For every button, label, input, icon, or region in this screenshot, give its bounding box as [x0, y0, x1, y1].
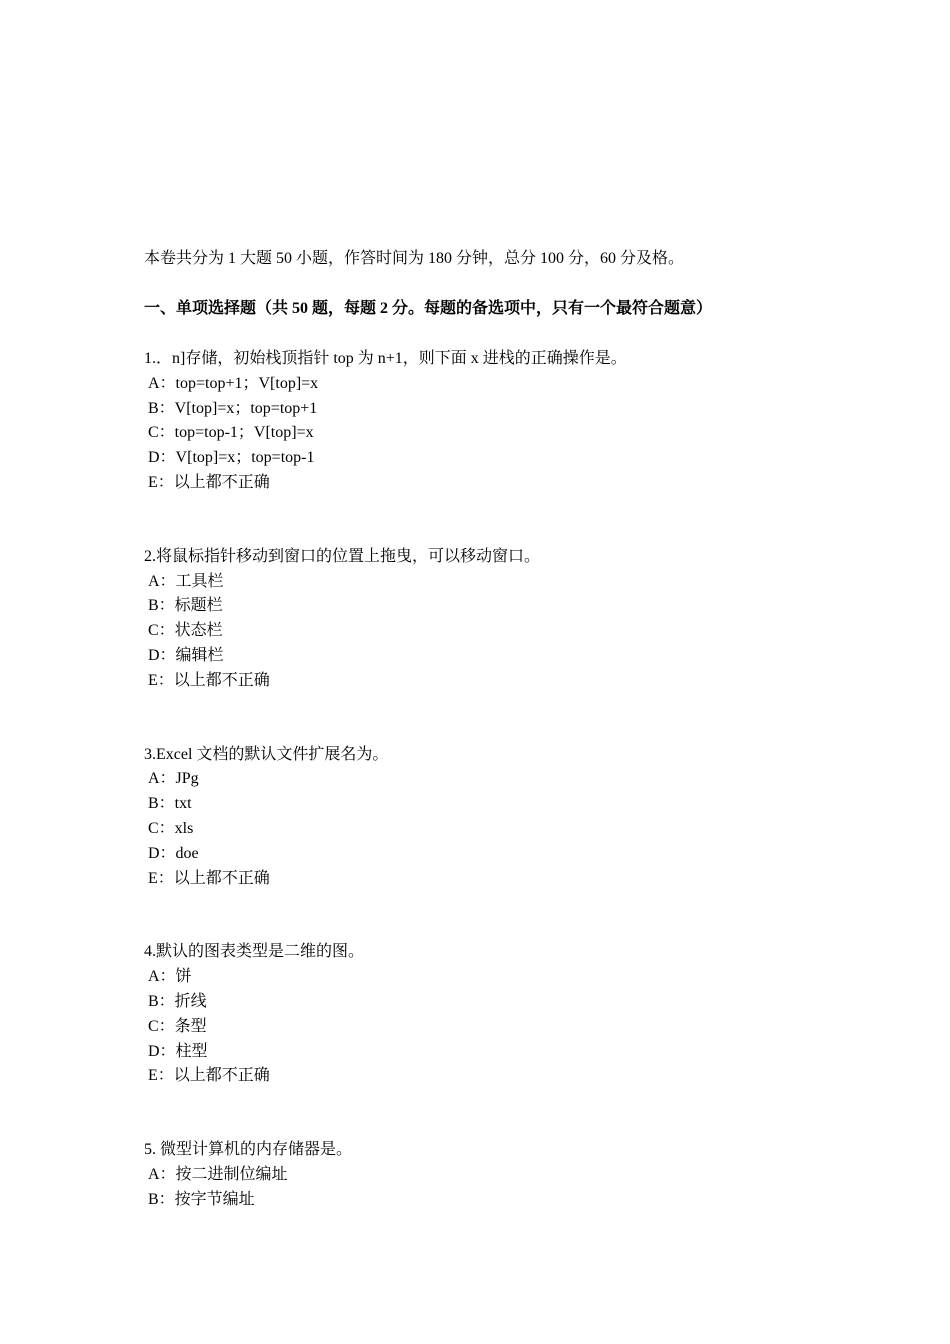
document-body	[144, 247, 824, 1213]
option-e: E：以上都不正确	[148, 473, 270, 491]
question-5	[144, 1138, 824, 1212]
question-2	[144, 545, 824, 694]
option-c: C：xls	[148, 819, 194, 837]
option-list	[144, 965, 824, 1089]
question-3	[144, 743, 824, 892]
option-d: D：V[top]=x；top=top-1	[148, 449, 315, 467]
option-a: A：按二进制位编址	[148, 1165, 288, 1183]
option-a: A：工具栏	[148, 572, 224, 590]
option-b: B：折线	[148, 992, 207, 1010]
question-stem: 1.．n]存储，初始栈顶指针 top 为 n+1，则下面 x 进栈的正确操作是。	[144, 350, 627, 367]
option-a: A：饼	[148, 968, 192, 986]
option-list	[144, 372, 824, 496]
option-c: C：top=top-1；V[top]=x	[148, 424, 314, 442]
option-e: E：以上都不正确	[148, 1067, 270, 1085]
option-d: D：柱型	[148, 1042, 208, 1060]
option-c: C：状态栏	[148, 622, 223, 640]
option-b: B：txt	[148, 795, 192, 813]
option-b: B：按字节编址	[148, 1190, 255, 1208]
option-list	[144, 767, 824, 891]
option-a: A：top=top+1；V[top]=x	[148, 374, 319, 392]
option-c: C：条型	[148, 1017, 207, 1035]
option-e: E：以上都不正确	[148, 671, 270, 689]
option-e: E：以上都不正确	[148, 869, 270, 887]
exam-intro: 本卷共分为 1 大题 50 小题，作答时间为 180 分钟，总分 100 分，60 分及格。	[144, 250, 685, 267]
question-1	[144, 347, 824, 496]
option-d: D：doe	[148, 844, 199, 862]
question-stem: 5. 微型计算机的内存储器是。	[144, 1141, 353, 1159]
question-stem: 4.默认的图表类型是二维的图。	[144, 943, 365, 961]
section-title: 一、单项选择题（共 50 题，每题 2 分。每题的备选项中，只有一个最符合题意）	[144, 300, 713, 317]
option-b: B：V[top]=x；top=top+1	[148, 399, 318, 417]
question-stem: 3.Excel 文档的默认文件扩展名为。	[144, 745, 389, 763]
option-b: B：标题栏	[148, 597, 223, 615]
option-list	[144, 1163, 824, 1213]
option-list	[144, 570, 824, 694]
question-4	[144, 940, 824, 1089]
option-a: A：JPg	[148, 770, 199, 788]
option-d: D：编辑栏	[148, 646, 224, 664]
question-stem: 2.将鼠标指针移动到窗口的位置上拖曳，可以移动窗口。	[144, 547, 541, 565]
